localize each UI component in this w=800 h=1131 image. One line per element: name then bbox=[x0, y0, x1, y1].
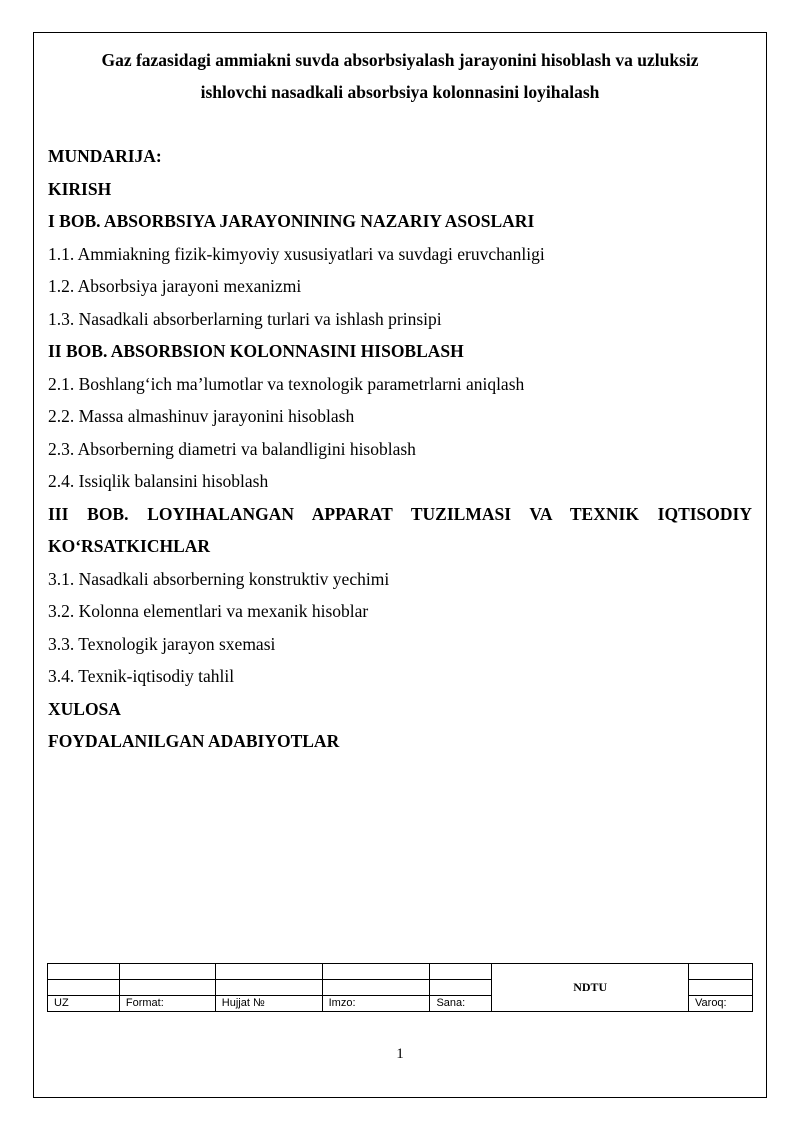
page-number: 1 bbox=[396, 1046, 404, 1062]
stamp-cell bbox=[430, 980, 492, 996]
stamp-imzo: Imzo: bbox=[322, 996, 430, 1012]
toc-item: 3.4. Texnik-iqtisodiy tahlil bbox=[48, 666, 235, 686]
stamp-org: NDTU bbox=[492, 964, 689, 1012]
stamp-cell bbox=[48, 964, 120, 980]
toc-item: 1.3. Nasadkali absorberlarning turlari va ishlash prinsipi bbox=[48, 308, 442, 329]
toc-item: XULOSA bbox=[48, 698, 121, 719]
stamp-cell bbox=[322, 980, 430, 996]
table-of-contents bbox=[48, 140, 752, 758]
stamp-cell bbox=[322, 964, 430, 980]
stamp-cell bbox=[119, 980, 215, 996]
toc-item: 2.1. Boshlang‘ich ma’lumotlar va texnologik parametrlarni aniqlash bbox=[48, 373, 525, 394]
toc-item: III BOB. LOYIHALANGAN APPARAT TUZILMASI VA TEXNIK IQTISODIY bbox=[48, 503, 752, 524]
toc-item: KIRISH bbox=[48, 178, 112, 199]
stamp-cell bbox=[689, 964, 753, 980]
toc-item: 2.3. Absorberning diametri va balandligini hisoblash bbox=[48, 438, 416, 459]
toc-item: 3.2. Kolonna elementlari va mexanik hisoblar bbox=[48, 601, 369, 621]
stamp-cell bbox=[430, 964, 492, 980]
stamp-cell bbox=[215, 964, 322, 980]
toc-item: 2.4. Issiqlik balansini hisoblash bbox=[48, 471, 269, 491]
stamp-hujjat: Hujjat № bbox=[215, 996, 322, 1012]
stamp-uz: UZ bbox=[48, 996, 120, 1012]
title-line-1: Gaz fazasidagi ammiakni suvda absorbsiyalash jarayonini hisoblash va uzluksiz bbox=[101, 50, 699, 70]
toc-item: FOYDALANILGAN ADABIYOTLAR bbox=[48, 731, 340, 751]
toc-item: 1.2. Absorbsiya jarayoni mexanizmi bbox=[48, 276, 302, 296]
document-title bbox=[60, 44, 740, 108]
stamp-format: Format: bbox=[119, 996, 215, 1012]
stamp-cell bbox=[215, 980, 322, 996]
stamp-sana: Sana: bbox=[430, 996, 492, 1012]
toc-item: I BOB. ABSORBSIYA JARAYONINING NAZARIY ASOSLARI bbox=[48, 211, 535, 231]
toc-item: 3.3. Texnologik jarayon sxemasi bbox=[48, 633, 276, 654]
toc-item: 1.1. Ammiakning fizik-kimyoviy xususiyatlari va suvdagi eruvchanligi bbox=[48, 243, 545, 264]
toc-item: 3.1. Nasadkali absorberning konstruktiv yechimi bbox=[48, 568, 390, 589]
toc-item: 2.2. Massa almashinuv jarayonini hisoblash bbox=[48, 406, 355, 426]
toc-item: II BOB. ABSORBSION KOLONNASINI HISOBLASH bbox=[48, 341, 464, 361]
title-line-2: ishlovchi nasadkali absorbsiya kolonnasini loyihalash bbox=[200, 82, 600, 102]
stamp-cell bbox=[48, 980, 120, 996]
stamp-varoq: Varoq: bbox=[689, 996, 753, 1012]
stamp-cell bbox=[689, 980, 753, 996]
toc-item: KO‘RSATKICHLAR bbox=[48, 536, 211, 556]
title-block-stamp bbox=[47, 963, 753, 1012]
toc-item: MUNDARIJA: bbox=[48, 146, 162, 166]
stamp-cell bbox=[119, 964, 215, 980]
